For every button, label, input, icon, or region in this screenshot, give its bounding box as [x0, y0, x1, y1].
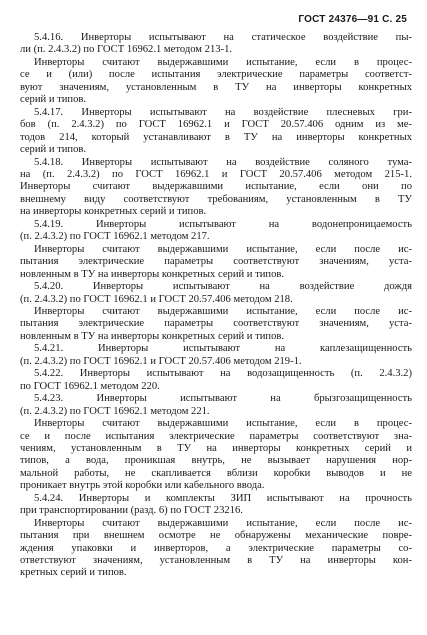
paragraph	[20, 157, 412, 219]
paragraph	[20, 306, 412, 343]
text-line: проникает внутрь этой коробки или кабельного ввода.	[20, 480, 265, 492]
paragraph	[20, 518, 412, 580]
text-line: 5.4.24. Инверторы и комплекты ЗИП испытывают на прочность	[34, 492, 412, 504]
text-line: (п. 2.4.3.2) по ГОСТ 16962.1 методом 221.	[20, 405, 210, 417]
text-line: бов (п. 2.4.3.2) по ГОСТ 16962.1 и ГОСТ 20.57.406 одним из ме-	[20, 119, 412, 131]
text-line: (п. 2.4.3.2) по ГОСТ 16962.1 и ГОСТ 20.57.406 методом 218.	[20, 293, 293, 305]
text-line: ли (п. 2.4.3.2) по ГОСТ 16962.1 методом 213-1.	[20, 44, 233, 56]
text-line: Инверторы считают выдержавшими испытание, если в процес-	[34, 56, 412, 68]
text-line: (п. 2.4.3.2) по ГОСТ 16962.1 и ГОСТ 20.57.406 методом 219-1.	[20, 355, 302, 367]
text-line: типов, а вода, проникшая внутрь, не вызывает нарушения нор-	[20, 455, 412, 467]
text-line: 5.4.16. Инверторы испытывают на статическое воздействие пы-	[34, 32, 412, 43]
text-line: Инверторы считают выдержавшими испытание, если после ис-	[34, 517, 412, 529]
paragraph	[20, 219, 412, 244]
text-line: пытания электрические параметры соответствуют значениям, уста-	[20, 256, 412, 268]
paragraph	[20, 281, 412, 306]
paragraph	[20, 343, 412, 368]
text-line: пытания электрические параметры соответствуют значениям, уста-	[20, 318, 412, 330]
text-line: Инверторы считают выдержавшими испытание, если они по	[20, 181, 412, 193]
text-line: мальной работы, не скапливается вблизи коробки выводов и не	[20, 467, 412, 479]
text-line: при транспортировании (разд. 6) по ГОСТ 23216.	[20, 505, 243, 517]
text-line: ждения упаковки и инверторов, а электрические параметры со-	[20, 542, 412, 554]
text-line: 5.4.22. Инверторы испытывают на водозащищенность (п. 2.4.3.2)	[34, 368, 412, 380]
text-line: 5.4.19. Инверторы испытывают на водонепроницаемость	[34, 218, 412, 230]
text-line: Инверторы считают выдержавшими испытание, если после ис-	[34, 243, 412, 255]
paragraph	[20, 418, 412, 493]
text-line: внешнему виду соответствуют требованиям, установленным в ТУ	[20, 193, 412, 205]
paragraph	[20, 393, 412, 418]
text-line: на (п. 2.4.3.2) по ГОСТ 16962.1 и ГОСТ 20.57.406 методом 215-1.	[20, 168, 412, 180]
text-line: по ГОСТ 16962.1 методом 220.	[20, 380, 160, 392]
text-line: 5.4.20. Инверторы испытывают на воздействие дождя	[34, 281, 412, 293]
paragraph	[20, 368, 412, 393]
page-header: ГОСТ 24376—91 С. 25	[298, 14, 407, 25]
text-line: чениям, установленным в ТУ на инверторы конкретных серий и	[20, 442, 412, 454]
text-line: 5.4.23. Инверторы испытывают на брызгозащищенность	[34, 393, 412, 405]
paragraph	[20, 244, 412, 281]
text-line: се и после испытания электрические параметры соответствуют зна-	[20, 430, 412, 442]
text-line: тодов 214, который устанавливают в ТУ на инверторы конкретных	[20, 131, 412, 143]
paragraph	[20, 493, 412, 518]
text-line: кретных серий и типов.	[20, 567, 127, 579]
document-body	[20, 32, 412, 580]
text-line: на инверторы конкретных серий и типов.	[20, 206, 207, 218]
text-line: серий и типов.	[20, 94, 87, 106]
text-line: серий и типов.	[20, 144, 87, 156]
text-line: се и (или) после испытания электрические параметры соответст-	[20, 69, 412, 81]
text-line: Инверторы считают выдержавшими испытание, если в процес-	[34, 418, 412, 430]
text-line: новленным в ТУ на инверторы конкретных серий и типов.	[20, 268, 285, 280]
text-line: ответствуют значениям, установленным в ТУ на инверторы кон-	[20, 555, 412, 567]
text-line: новленным в ТУ на инверторы конкретных серий и типов.	[20, 330, 285, 342]
text-line: 5.4.21. Инверторы испытывают на каплезащищенность	[34, 343, 412, 355]
text-line: вуют значениям, установленным в ТУ на инверторы конкретных	[20, 81, 412, 93]
paragraph	[20, 107, 412, 157]
text-line: 5.4.17. Инверторы испытывают на воздействие плесневых гри-	[34, 106, 412, 118]
paragraph	[20, 57, 412, 107]
paragraph	[20, 32, 412, 57]
text-line: (п. 2.4.3.2) по ГОСТ 16962.1 методом 217.	[20, 231, 210, 243]
text-line: пытания при внешнем осмотре не обнаружены механические повре-	[20, 530, 412, 542]
text-line: Инверторы считают выдержавшими испытание, если после ис-	[34, 305, 412, 317]
text-line: 5.4.18. Инверторы испытывают на воздействие соляного тума-	[34, 156, 412, 168]
